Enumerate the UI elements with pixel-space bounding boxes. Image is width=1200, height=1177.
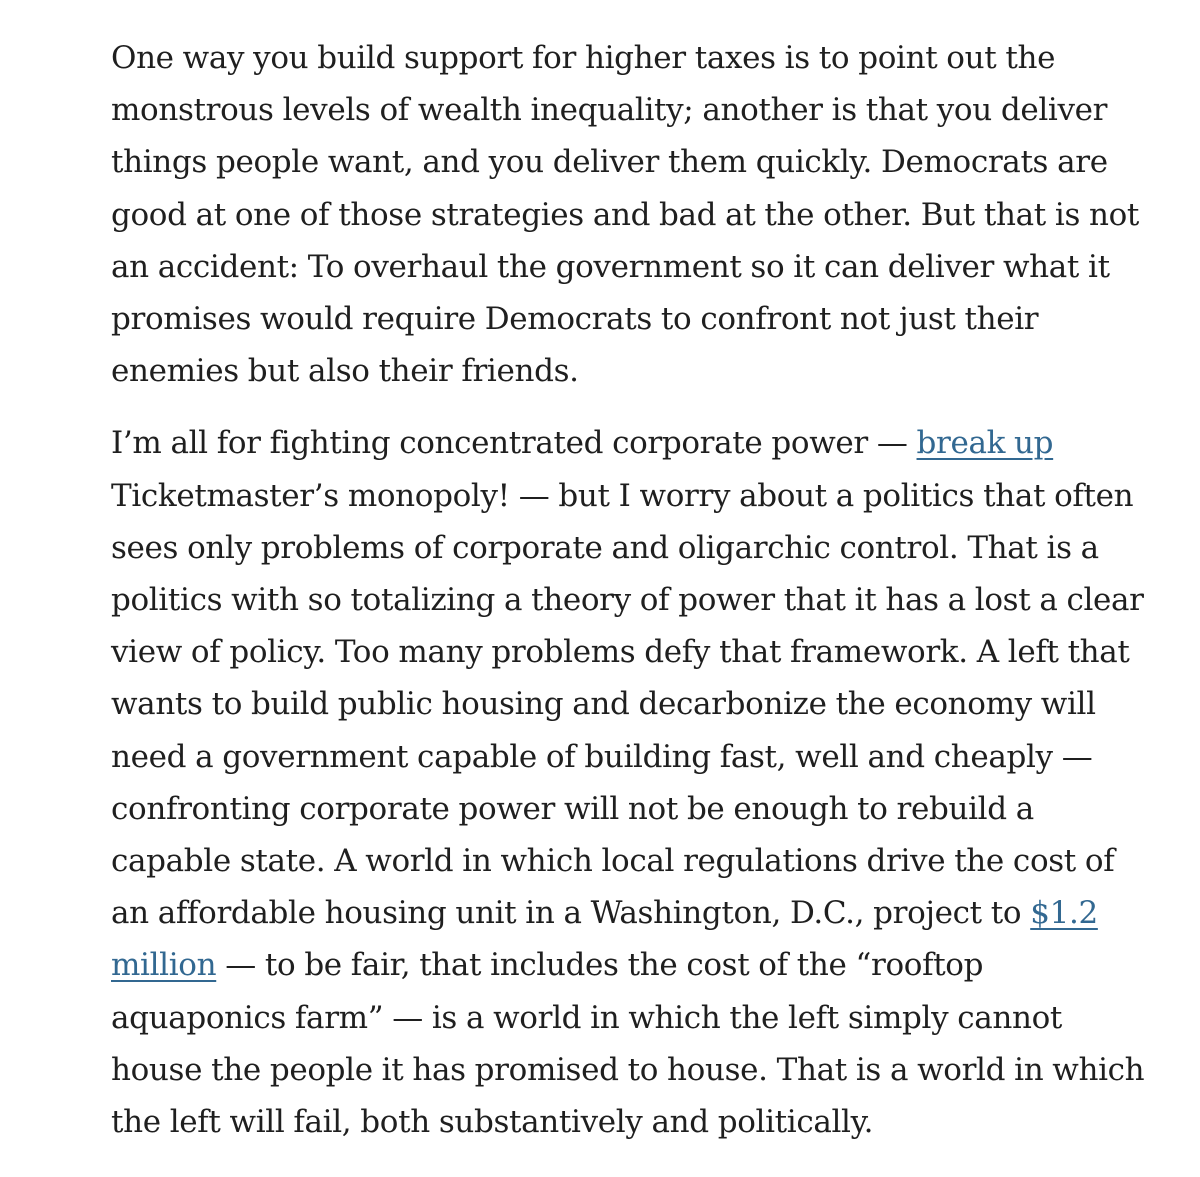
break-up-link[interactable]: break up <box>916 425 1054 462</box>
paragraph-2 <box>111 417 1171 1148</box>
paragraph-1-text: One way you build support for higher taxes is to point out the monstrous levels of wealth inequality; another is that you deliver things people want, and you deliver them quickly. Democrats are good at one of those strategies and bad at the other. But that is not an accident: To overhaul the government so it can deliver what it promises would require Democrats to confront not just their enemies but also their friends. <box>111 40 1140 390</box>
paragraph-2-text-end: — to be fair, that includes the cost of the “rooftop aquaponics farm” — is a world in which the left simply cannot house the people it has promised to house. That is a world in which the left will fail, both substantively and politically. <box>111 947 1145 1141</box>
price-link-part-2[interactable]: million <box>111 947 217 984</box>
paragraph-2-text-start: I’m all for fighting concentrated corporate power — <box>111 425 917 462</box>
paragraph-1 <box>111 32 1171 397</box>
article-body <box>111 0 1171 1148</box>
paragraph-2-text-middle: Ticketmaster’s monopoly! — but I worry about a politics that often sees only problems of corporate and oligarchic control. That is a politics with so totalizing a theory of power that it has a lost a clear view of policy. Too many problems defy that framework. A left that wants to build public housing and decarbonize the economy will need a government capable of building fast, well and cheaply — confronting corporate power will not be enough to rebuild a capable state. A world in which local regulations drive the cost of an affordable housing unit in a Washington, D.C., project to <box>111 477 1144 932</box>
price-link-part-1[interactable]: $1.2 <box>1030 895 1098 932</box>
